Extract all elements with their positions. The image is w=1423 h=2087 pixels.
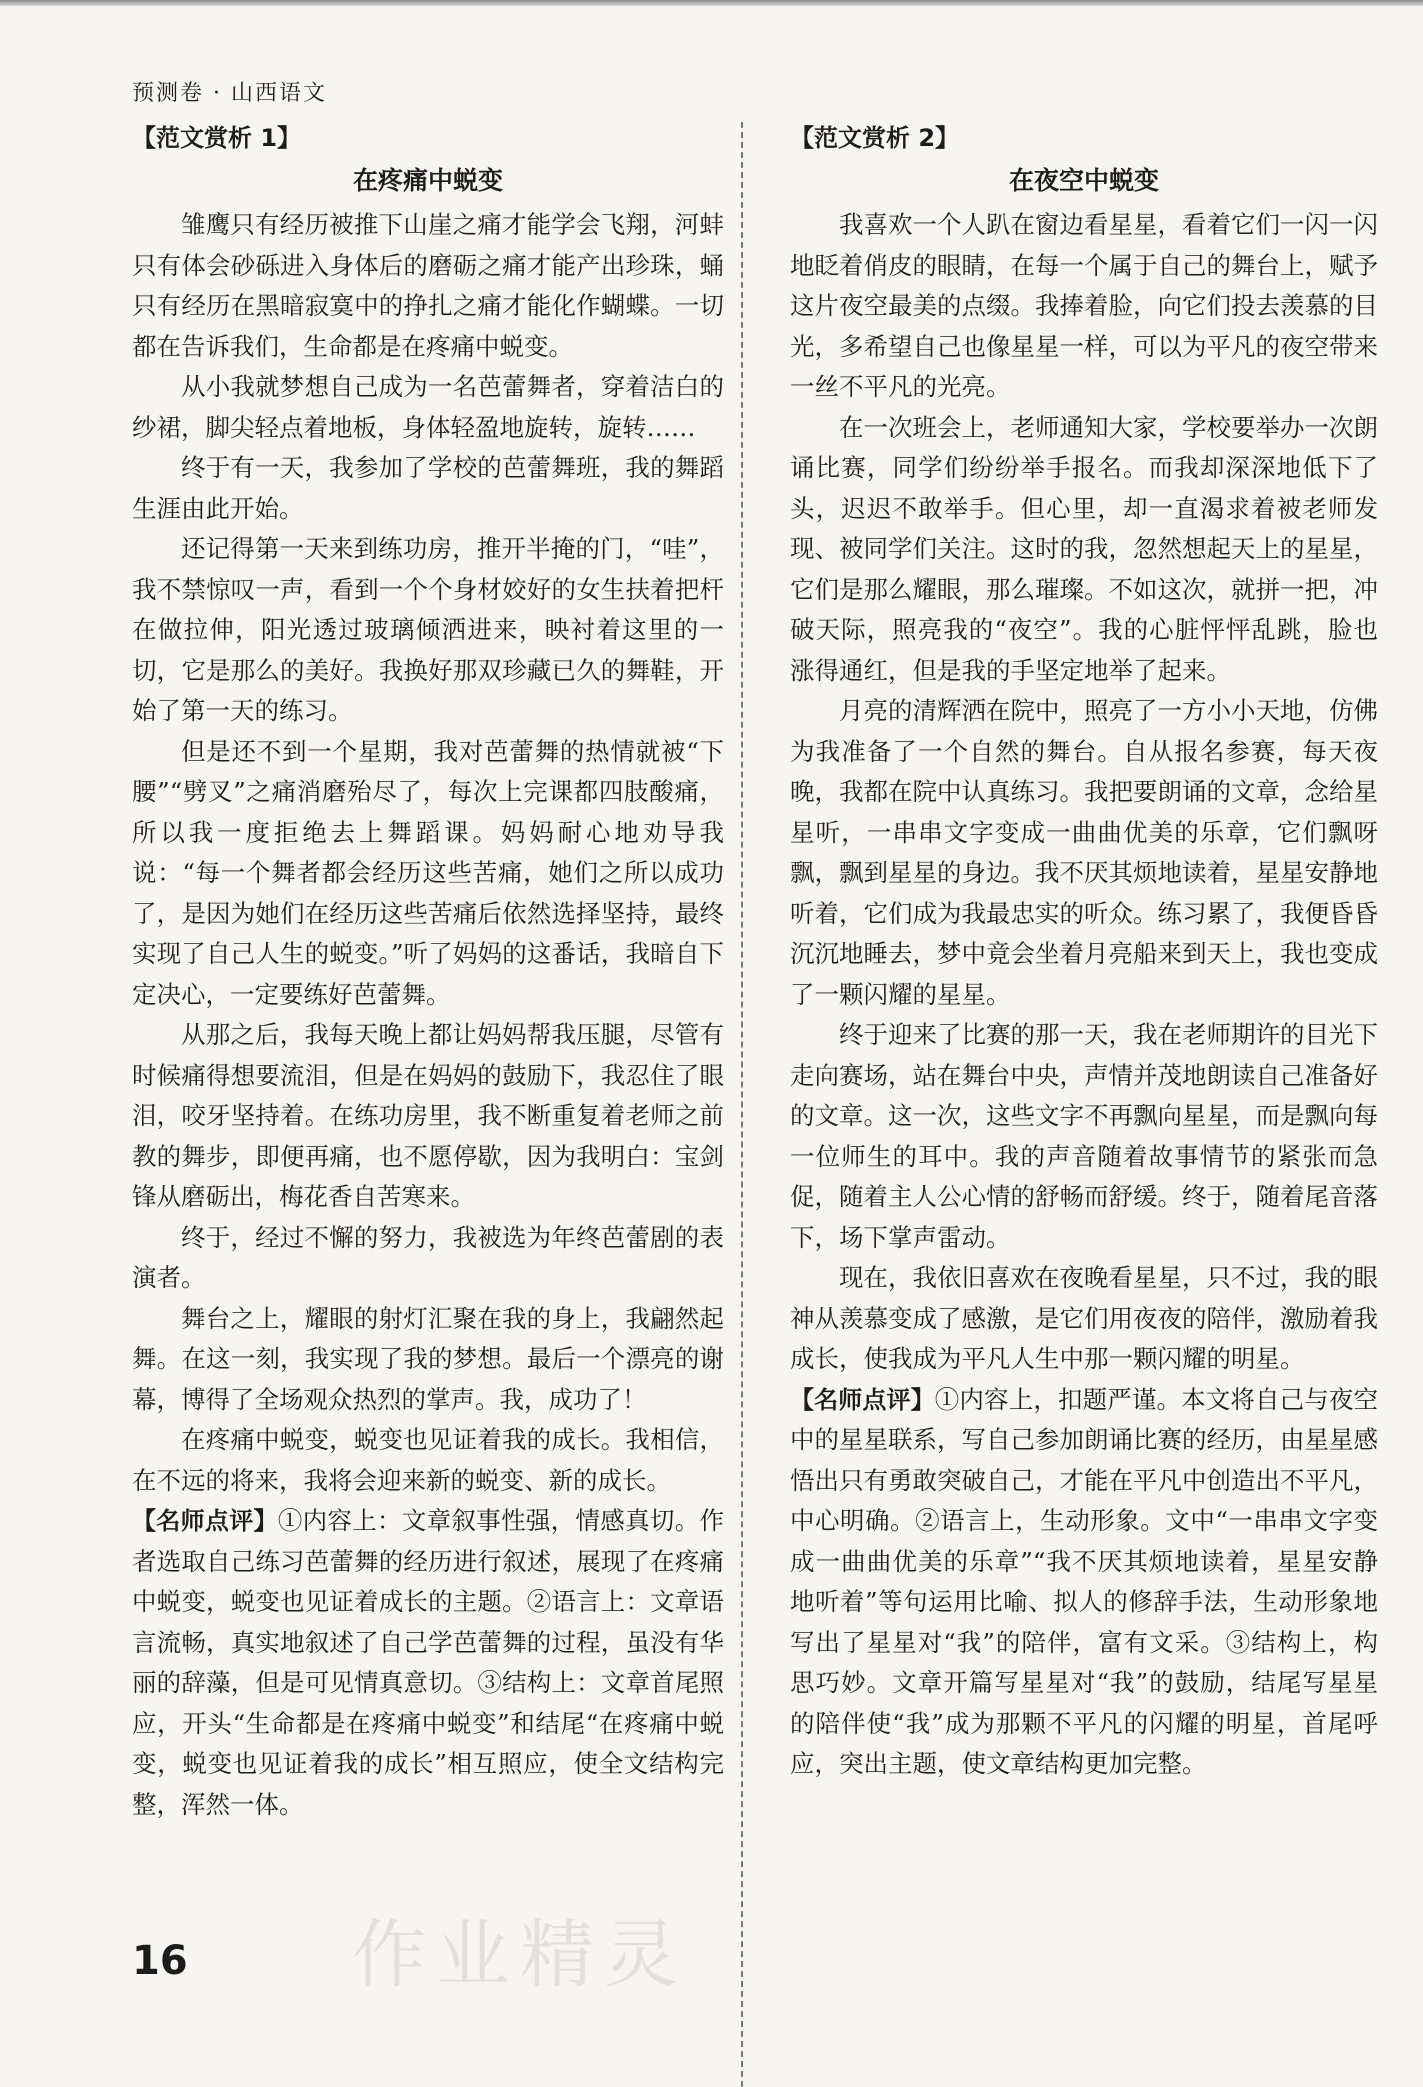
left-section-label: 【范文赏析 1】 — [132, 124, 302, 152]
right-paragraph: 我喜欢一个人趴在窗边看星星，看着它们一闪一闪地眨着俏皮的眼睛，在每一个属于自己的舞台上，赋予这片夜空最美的点缀。我捧着脸，向它们投去羡慕的目光，多希望自己也像星星一样，可以为平凡的夜空带来一丝不平凡的光亮。 — [790, 210, 1378, 401]
left-paragraph: 终于，经过不懈的努力，我被选为年终芭蕾剧的表演者。 — [132, 1222, 724, 1292]
left-paragraph: 从那之后，我每天晚上都让妈妈帮我压腿，尽管有时候痛得想要流泪，但是在妈妈的鼓励下，我忍住了眼泪，咬牙坚持着。在练功房里，我不断重复着老师之前教的舞步，即便再痛，也不愿停歇，因为我明白：宝剑锋从磨砺出，梅花香自苦寒来。 — [132, 1020, 724, 1211]
left-comment-text: ①内容上：文章叙事性强，情感真切。作者选取自己练习芭蕾舞的经历进行叙述，展现了在疼痛中蜕变，蜕变也见证着成长的主题。②语言上：文章语言流畅，真实地叙述了自己学芭蕾舞的过程，虽没有华丽的辞藻，但是可见情真意切。③结构上：文章首尾照应，开头“生命都是在疼痛中蜕变”和结尾“在疼痛中蜕变，蜕变也见证着我的成长”相互照应，使全文结构完整，浑然一体。 — [132, 1506, 725, 1819]
top-rule — [0, 0, 1423, 6]
left-column — [132, 118, 724, 1825]
watermark: 作业精灵 — [352, 1912, 688, 1998]
right-paragraph: 现在，我依旧喜欢在夜晚看星星，只不过，我的眼神从羡慕变成了感激，是它们用夜夜的陪伴，激励着我成长，使我成为平凡人生中那一颗闪耀的明星。 — [790, 1263, 1378, 1373]
right-comment-label: 【名师点评】 — [790, 1385, 935, 1414]
column-divider — [741, 122, 743, 2087]
left-paragraph: 还记得第一天来到练功房，推开半掩的门，“哇”，我不禁惊叹一声，看到一个个身材姣好的女生扶着把杆在做拉伸，阳光透过玻璃倾洒进来，映衬着这里的一切，它是那么的美好。我换好那双珍藏已久的舞鞋，开始了第一天的练习。 — [132, 534, 724, 725]
right-teacher-comment — [790, 1380, 1378, 1785]
running-header: 预测卷 · 山西语文 — [132, 81, 327, 106]
right-section-label: 【范文赏析 2】 — [790, 124, 960, 152]
left-teacher-comment — [132, 1501, 724, 1825]
right-comment-text: ①内容上，扣题严谨。本文将自己与夜空中的星星联系，写自己参加朗诵比赛的经历，由星星感悟出只有勇敢突破自己，才能在平凡中创造出不平凡，中心明确。②语言上，生动形象。文中“一串串文字变成一曲曲优美的乐章”“我不厌其烦地读着，星星安静地听着”等句运用比喻、拟人的修辞手法，生动形象地写出了星星对“我”的陪伴，富有文采。③结构上，构思巧妙。文章开篇写星星对“我”的鼓励，结尾写星星的陪伴使“我”成为那颗不平凡的闪耀的明星，首尾呼应，突出主题，使文章结构更加完整。 — [790, 1384, 1379, 1778]
right-column — [790, 118, 1378, 1785]
right-essay-title: 在夜空中蜕变 — [1008, 165, 1159, 195]
left-paragraph: 舞台之上，耀眼的射灯汇聚在我的身上，我翩然起舞。在这一刻，我实现了我的梦想。最后一个漂亮的谢幕，博得了全场观众热烈的掌声。我，成功了！ — [132, 1303, 724, 1414]
right-paragraph: 月亮的清辉洒在院中，照亮了一方小小天地，仿佛为我准备了一个自然的舞台。自从报名参赛，每天夜晚，我都在院中认真练习。我把要朗诵的文章，念给星星听，一串串文字变成一曲曲优美的乐章，它们飘呀飘，飘到星星的身边。我不厌其烦地读着，星星安静地听着，它们成为我最忠实的听众。练习累了，我便昏昏沉沉地睡去，梦中竟会坐着月亮船来到天上，我也变成了一颗闪耀的星星。 — [790, 696, 1378, 1009]
left-paragraph: 但是还不到一个星期，我对芭蕾舞的热情就被“下腰”“劈叉”之痛消磨殆尽了，每次上完课都四肢酸痛，所以我一度拒绝去上舞蹈课。妈妈耐心地劝导我说：“每一个舞者都会经历这些苦痛，她们之所以成功了，是因为她们在经历这些苦痛后依然选择坚持，最终实现了自己人生的蜕变。”听了妈妈的这番话，我暗自下定决心，一定要练好芭蕾舞。 — [132, 736, 724, 1009]
left-essay-title: 在疼痛中蜕变 — [352, 165, 503, 195]
right-paragraph: 在一次班会上，老师通知大家，学校要举办一次朗诵比赛，同学们纷纷举手报名。而我却深深地低下了头，迟迟不敢举手。但心里，却一直渴求着被老师发现、被同学们关注。这时的我，忽然想起天上的星星，它们是那么耀眼，那么璀璨。不如这次，就拼一把，冲破天际，照亮我的“夜空”。我的心脏怦怦乱跳，脸也涨得通红，但是我的手坚定地举了起来。 — [790, 412, 1378, 685]
left-paragraph: 雏鹰只有经历被推下山崖之痛才能学会飞翔，河蚌只有体会砂砾进入身体后的磨砺之痛才能产出珍珠，蛹只有经历在黑暗寂寞中的挣扎之痛才能化作蝴蝶。一切都在告诉我们，生命都是在疼痛中蜕变。 — [132, 210, 724, 361]
right-paragraph: 终于迎来了比赛的那一天，我在老师期许的目光下走向赛场，站在舞台中央，声情并茂地朗读自己准备好的文章。这一次，这些文字不再飘向星星，而是飘向每一位师生的耳中。我的声音随着故事情节的紧张而急促，随着主人公心情的舒畅而舒缓。终于，随着尾音落下，场下掌声雷动。 — [790, 1020, 1378, 1252]
left-paragraph: 从小我就梦想自己成为一名芭蕾舞者，穿着洁白的纱裙，脚尖轻点着地板，身体轻盈地旋转，旋转…… — [132, 372, 724, 442]
page-number: 16 — [132, 1938, 188, 1984]
left-paragraph: 在疼痛中蜕变，蜕变也见证着我的成长。我相信，在不远的将来，我将会迎来新的蜕变、新的成长。 — [132, 1425, 724, 1495]
left-paragraph: 终于有一天，我参加了学校的芭蕾舞班，我的舞蹈生涯由此开始。 — [132, 453, 724, 523]
left-comment-label: 【名师点评】 — [132, 1507, 278, 1535]
